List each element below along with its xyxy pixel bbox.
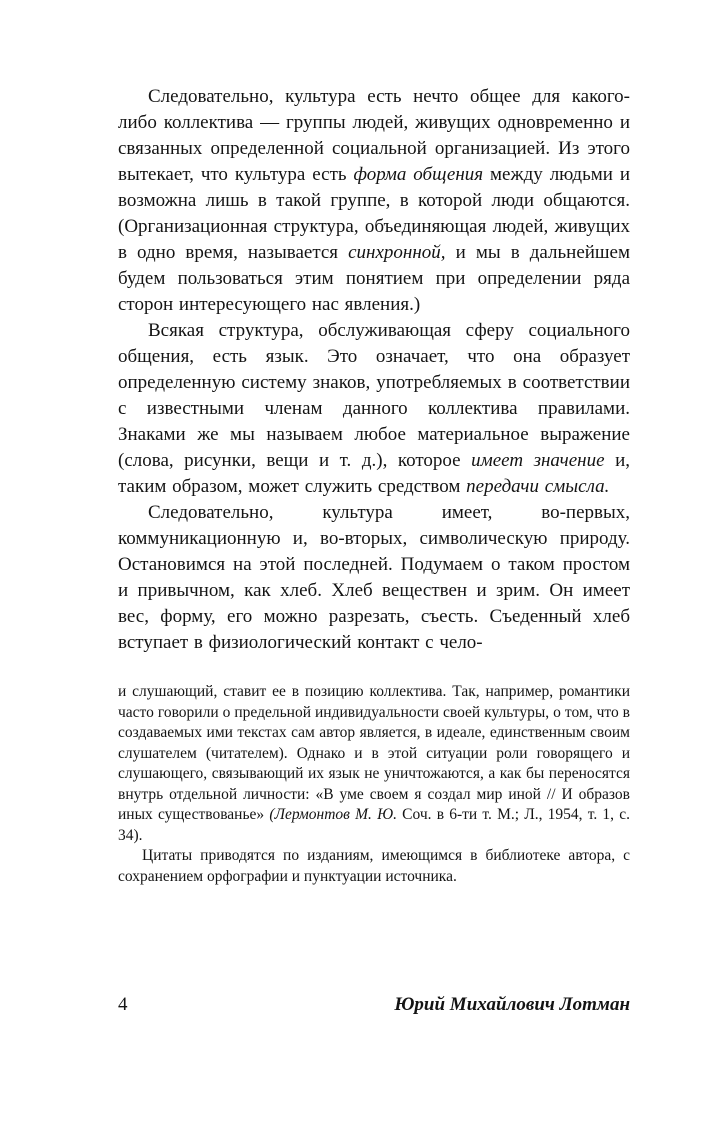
- page-body: [118, 84, 630, 887]
- page-number: 4: [118, 994, 128, 1015]
- body-paragraph: Всякая структура, обслуживающая сферу социального общения, есть язык. Это означает, что она образует определенную систему знаков, употребляемых в соответствии с известными членам данного коллектива правилами. Знаками же мы называем любое материальное выражение (слова, рисунки, вещи и т. д.), которое имеет значение и, таким образом, может служить средством передачи смысла.: [118, 320, 630, 497]
- footnotes-block: [118, 682, 630, 887]
- page-footer: [118, 994, 630, 1016]
- footnote-continuation: и слушающий, ставит ее в позицию коллектива. Так, например, романтики часто говорили о предельной индивидуальности своей культуры, о том, что в создаваемых ими текстах сам автор является, в идеале, единственным своим слушателем (читателем). Однако и в этой ситуации роли говорящего и слушающего, связывающий их язык не уничтожаются, а как бы переносятся внутрь отдельной личности: «В уме своем я создал мир иной // И образов иных существованье» (Лермонтов М. Ю. Соч. в 6-ти т. М.; Л., 1954, т. 1, с. 34).: [118, 683, 630, 844]
- author-name: Юрий Михайлович Лотман: [394, 994, 630, 1015]
- body-paragraph: Следовательно, культура есть нечто общее для какого-либо коллектива — группы людей, живущих одновременно и связанных определенной социальной организацией. Из этого вытекает, что культура есть форма общения между людьми и возможна лишь в такой группе, в которой люди общаются. (Организационная структура, объединяющая людей, живущих в одно время, называется синхронной, и мы в дальнейшем будем пользоваться этим понятием при определении ряда сторон интересующего нас явления.): [118, 86, 631, 315]
- footnote-note: Цитаты приводятся по изданиям, имеющимся в библиотеке автора, с сохранением орфографии и пунктуации источника.: [118, 847, 630, 885]
- body-paragraph: Следовательно, культура имеет, во-первых, коммуникационную и, во-вторых, символическую природу. Остановимся на этой последней. Подумаем о таком простом и привычном, как хлеб. Хлеб веществен и зрим. Он имеет вес, форму, его можно разрезать, съесть. Съеденный хлеб вступает в физиологический контакт с чело-: [118, 502, 630, 653]
